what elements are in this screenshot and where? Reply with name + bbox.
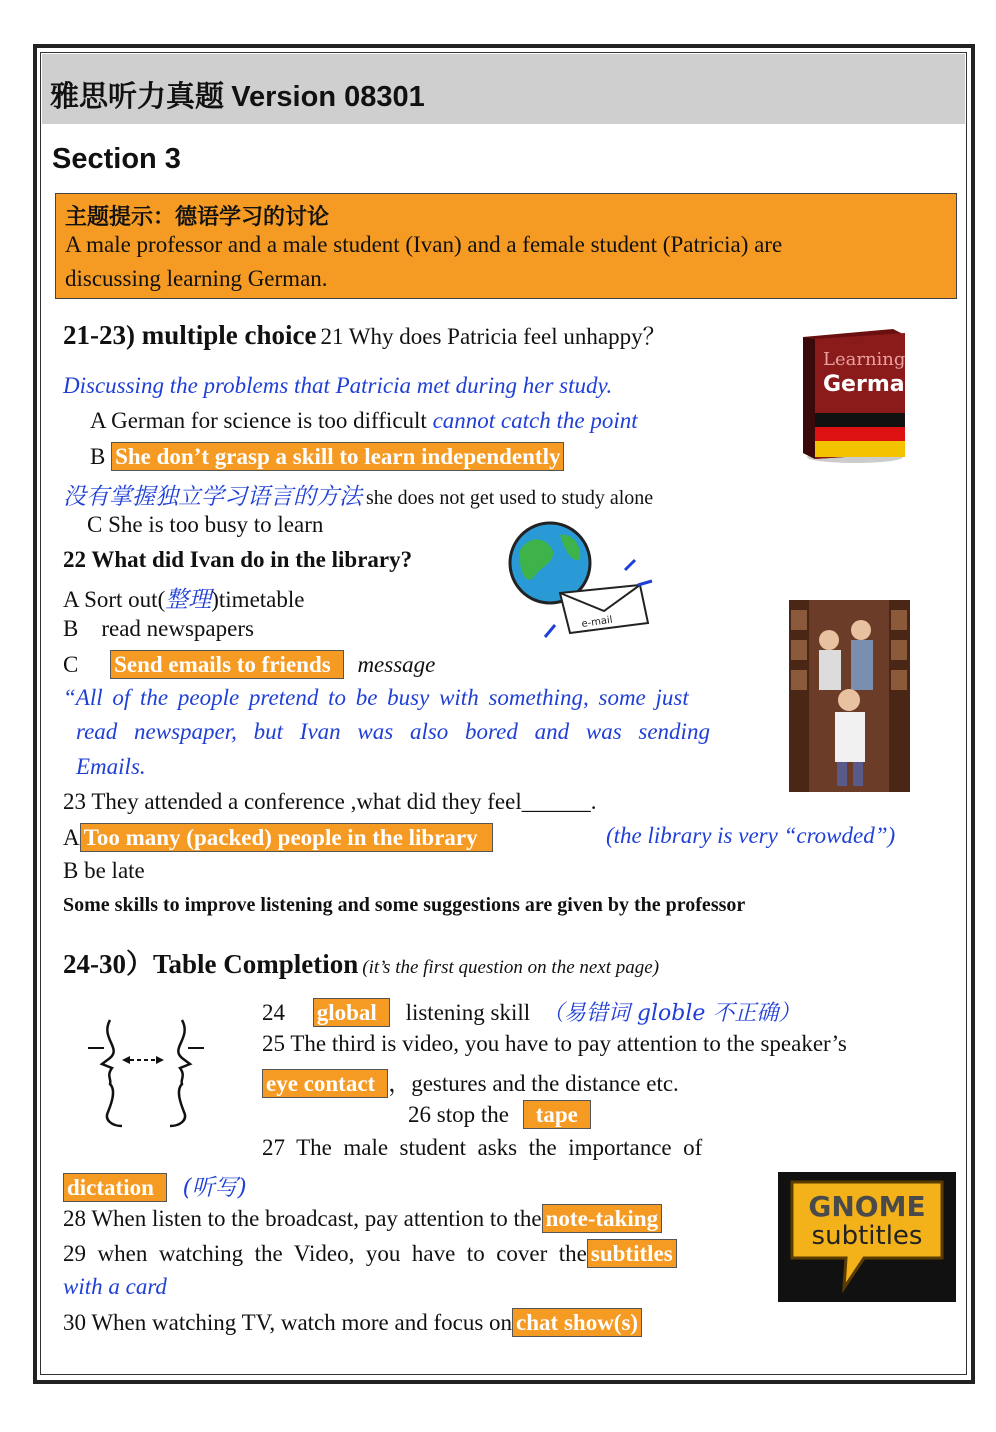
globe-email-icon (500, 515, 655, 645)
book-title-line-2: German (823, 372, 913, 397)
q27-row (63, 1169, 247, 1202)
q23-option-b: B be late (63, 858, 145, 883)
q27-note: (听写) (182, 1175, 247, 1201)
book-title-line-1: Learning (823, 349, 906, 370)
summary-line: Some skills to improve listening and some suggestions are given by the professor (63, 894, 746, 916)
q21-option-b-en: she does not get used to study alone (366, 487, 654, 509)
section-heading: Section 3 (52, 143, 181, 175)
q21-23-heading: 21-23) multiple choice (63, 320, 317, 350)
q30-row (63, 1308, 642, 1337)
q22-option-c-answer: Send emails to friends (110, 650, 344, 679)
q24-row (262, 996, 800, 1027)
q22-option-b: B read newspapers (63, 616, 254, 641)
face-to-face-icon (82, 1018, 210, 1128)
page-title-cn: 雅思听力真题 (50, 79, 225, 113)
q28-text: 28 When listen to the broadcast, pay attention to the (63, 1206, 542, 1231)
topic-box (55, 193, 957, 299)
q30-text: 30 When watching TV, watch more and focus on (63, 1310, 513, 1335)
q25-answer: eye contact (262, 1069, 388, 1098)
page-title-en: Version 08301 (231, 81, 425, 113)
q23-option-a-note: (the library is very “crowded”) (606, 823, 896, 848)
q21-option-b (90, 442, 564, 471)
q21-option-b-cn: 没有掌握独立学习语言的方法 (63, 484, 362, 510)
q24-30-heading-row (63, 942, 659, 981)
q21-option-b-prefix: B (90, 444, 106, 469)
q22-quote-line-1: “All of the people pretend to be busy with something, some just (63, 685, 689, 710)
q21-option-a-text: A German for science is too difficult (90, 408, 427, 433)
q27-text: 27 The male student asks the importance of (262, 1135, 703, 1160)
q26-row (408, 1100, 591, 1129)
q23-option-a (63, 823, 493, 852)
topic-line-1: A male professor and a male student (Ivan) and a female student (Patricia) are (65, 232, 783, 257)
page-title (50, 74, 425, 115)
q21-question: 21 Why does Patricia feel unhappy？ (320, 324, 666, 349)
q29-note: with a card (63, 1274, 167, 1299)
q25-rest: ，gestures and the distance etc. (388, 1071, 679, 1096)
q22-option-c-note: message (357, 652, 436, 677)
q22-option-a (63, 581, 304, 614)
q21-option-a (90, 408, 638, 434)
q22-option-c-prefix: C (63, 652, 79, 677)
library-students-photo (789, 600, 910, 792)
q30-answer: chat show(s) (512, 1308, 642, 1337)
q24-text: listening skill (405, 1000, 531, 1025)
q29-row (63, 1239, 677, 1268)
gnome-subtitles-logo (778, 1172, 956, 1302)
q24-answer: global (313, 998, 390, 1027)
q22-option-a-pre: A Sort out( (63, 587, 166, 612)
q25-text: 25 The third is video, you have to pay attention to the speaker’s (262, 1031, 847, 1056)
q28-row (63, 1204, 662, 1233)
q22-option-c (63, 650, 435, 679)
q29-text: 29 when watching the Video, you have to cover the (63, 1241, 587, 1266)
q28-answer: note-taking (542, 1204, 662, 1233)
q23-option-a-answer: Too many (packed) people in the library (80, 823, 493, 852)
gnome-logo-line-2: subtitles (811, 1221, 923, 1251)
q22-option-a-cn: 整理 (165, 587, 212, 613)
q22-quote-line-3: Emails. (76, 754, 146, 779)
q21-23-heading-row (63, 318, 666, 351)
q26-answer: tape (523, 1100, 591, 1129)
q24-30-heading: 24-30）Table Completion (63, 949, 359, 979)
gnome-logo-line-1: GNOME (808, 1190, 926, 1223)
q21-option-a-note: cannot catch the point (432, 408, 638, 433)
q27-answer: dictation (63, 1173, 167, 1202)
q21-option-b-answer: She don’t grasp a skill to learn independently (111, 442, 564, 471)
q25-row (262, 1065, 679, 1098)
q29-answer: subtitles (587, 1239, 677, 1268)
q22-option-a-post: )timetable (211, 587, 305, 612)
email-label: e-mail (580, 614, 614, 630)
q24-note: （易错词 globle 不正确） (541, 1001, 801, 1026)
q23-option-a-prefix: A (63, 825, 80, 850)
q21-option-b-translation (63, 478, 653, 511)
topic-label: 主题提示：德语学习的讨论 (65, 205, 330, 230)
q24-number: 24 (262, 1000, 285, 1025)
q22-question: 22 What did Ivan do in the library? (63, 547, 413, 572)
q23-question: 23 They attended a conference ,what did they feel______. (63, 789, 597, 814)
q24-30-heading-note: (it’s the first question on the next page) (362, 957, 660, 978)
topic-line-2: discussing learning German. (65, 266, 328, 291)
q21-note: Discussing the problems that Patricia met during her study. (63, 373, 613, 398)
q26-text: 26 stop the (408, 1102, 509, 1127)
german-book-image (793, 325, 913, 465)
q22-quote-line-2: read newspaper, but Ivan was also bored and was sending (76, 719, 710, 744)
q21-option-c: C She is too busy to learn (87, 512, 324, 537)
